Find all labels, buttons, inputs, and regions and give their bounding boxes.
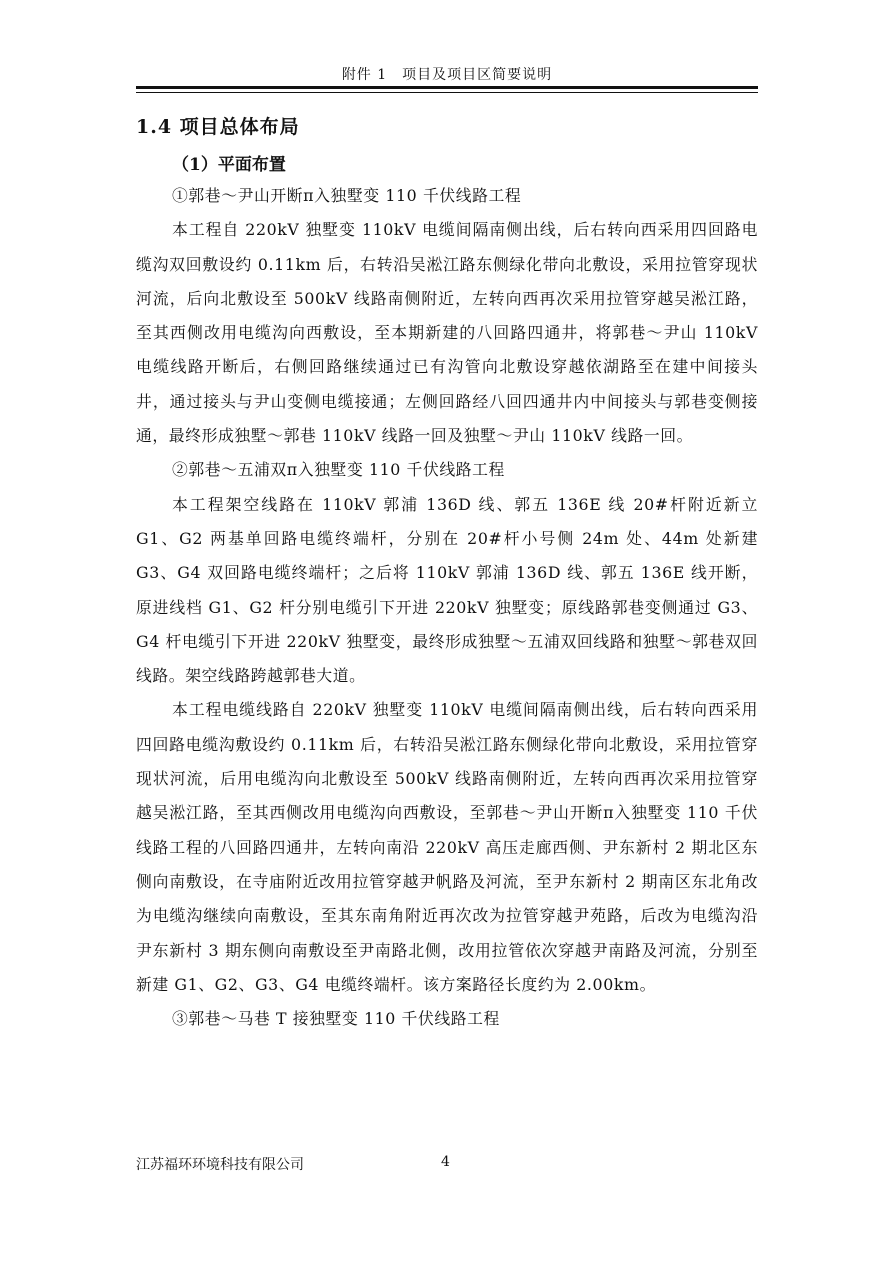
header-rule-thin xyxy=(136,92,758,93)
item-heading-1: ①郭巷～尹山开断π入独墅变 110 千伏线路工程 xyxy=(172,186,522,205)
header-rule-thick xyxy=(136,86,758,89)
paragraph: 本工程电缆线路自 220kV 独墅变 110kV 电缆间隔南侧出线，后右转向西采用四回路电缆沟敷设约 0.11km 后，右转沿吴淞江路东侧绿化带向北敷设，采用拉管穿现状河流，后用电缆沟向北敷设至 500kV 线路南侧附近，左转向西再次采用拉管穿越吴淞江路，至其西侧改用电缆沟向西敷设，至郭巷～尹山开断π入独墅变 110 千伏线路工程的八回路四通井，左转向南沿 220kV 高压走廊西侧、尹东新村 2 期北区东侧向南敷设，在寺庙附近改用拉管穿越尹帆路及河流，至尹东新村 2 期南区东北角改为电缆沟继续向南敷设，至其东南角附近再次改为拉管穿越尹苑路，后改为电缆沟沿尹东新村 3 期东侧向南敷设至尹南路北侧，改用拉管依次穿越尹南路及河流，分别至新建 G1、G2、G3、G4 电缆终端杆。该方案路径长度约为 2.00km。 xyxy=(136,700,758,994)
page-header: 附件 1 项目及项目区简要说明 xyxy=(341,67,553,83)
item-heading-3: ③郭巷～马巷 T 接独墅变 110 千伏线路工程 xyxy=(172,1009,500,1029)
subsection-title: （1）平面布置 xyxy=(172,155,286,175)
item-heading-2: ②郭巷～五浦双π入独墅变 110 千伏线路工程 xyxy=(172,460,505,480)
footer-company: 江苏福环环境科技有限公司 xyxy=(136,1157,304,1173)
body-text xyxy=(136,179,758,1036)
section-title: 1.4 项目总体布局 xyxy=(136,116,300,138)
paragraph: 本工程自 220kV 独墅变 110kV 电缆间隔南侧出线，后右转向西采用四回路电缆沟双回敷设约 0.11km 后，右转沿吴淞江路东侧绿化带向北敷设，采用拉管穿现状河流，后向北敷设至 500kV 线路南侧附近，左转向西再次采用拉管穿越吴淞江路，至其西侧改用电缆沟向西敷设，至本期新建的八回路四通井，将郭巷～尹山 110kV 电缆线路开断后，右侧回路继续通过已有沟管向北敷设穿越依湖路至在建中间接头井，通过接头与尹山变侧电缆接通；左侧回路经八回四通井内中间接头与郭巷变侧接通，最终形成独墅～郭巷 110kV 线路一回及独墅～尹山 110kV 线路一回。 xyxy=(136,220,758,446)
page-number: 4 xyxy=(441,1154,450,1170)
paragraph: 本工程架空线路在 110kV 郭浦 136D 线、郭五 136E 线 20#杆附近新立 G1、G2 两基单回路电缆终端杆，分别在 20#杆小号侧 24m 处、44m 处新建 G3、G4 双回路电缆终端杆；之后将 110kV 郭浦 136D 线、郭五 136E 线开断，原进线档 G1、G2 杆分别电缆引下开进 220kV 独墅变；原线路郭巷变侧通过 G3、G4 杆电缆引下开进 220kV 独墅变，最终形成独墅～五浦双回线路和独墅～郭巷双回线路。架空线路跨越郭巷大道。 xyxy=(136,494,758,686)
